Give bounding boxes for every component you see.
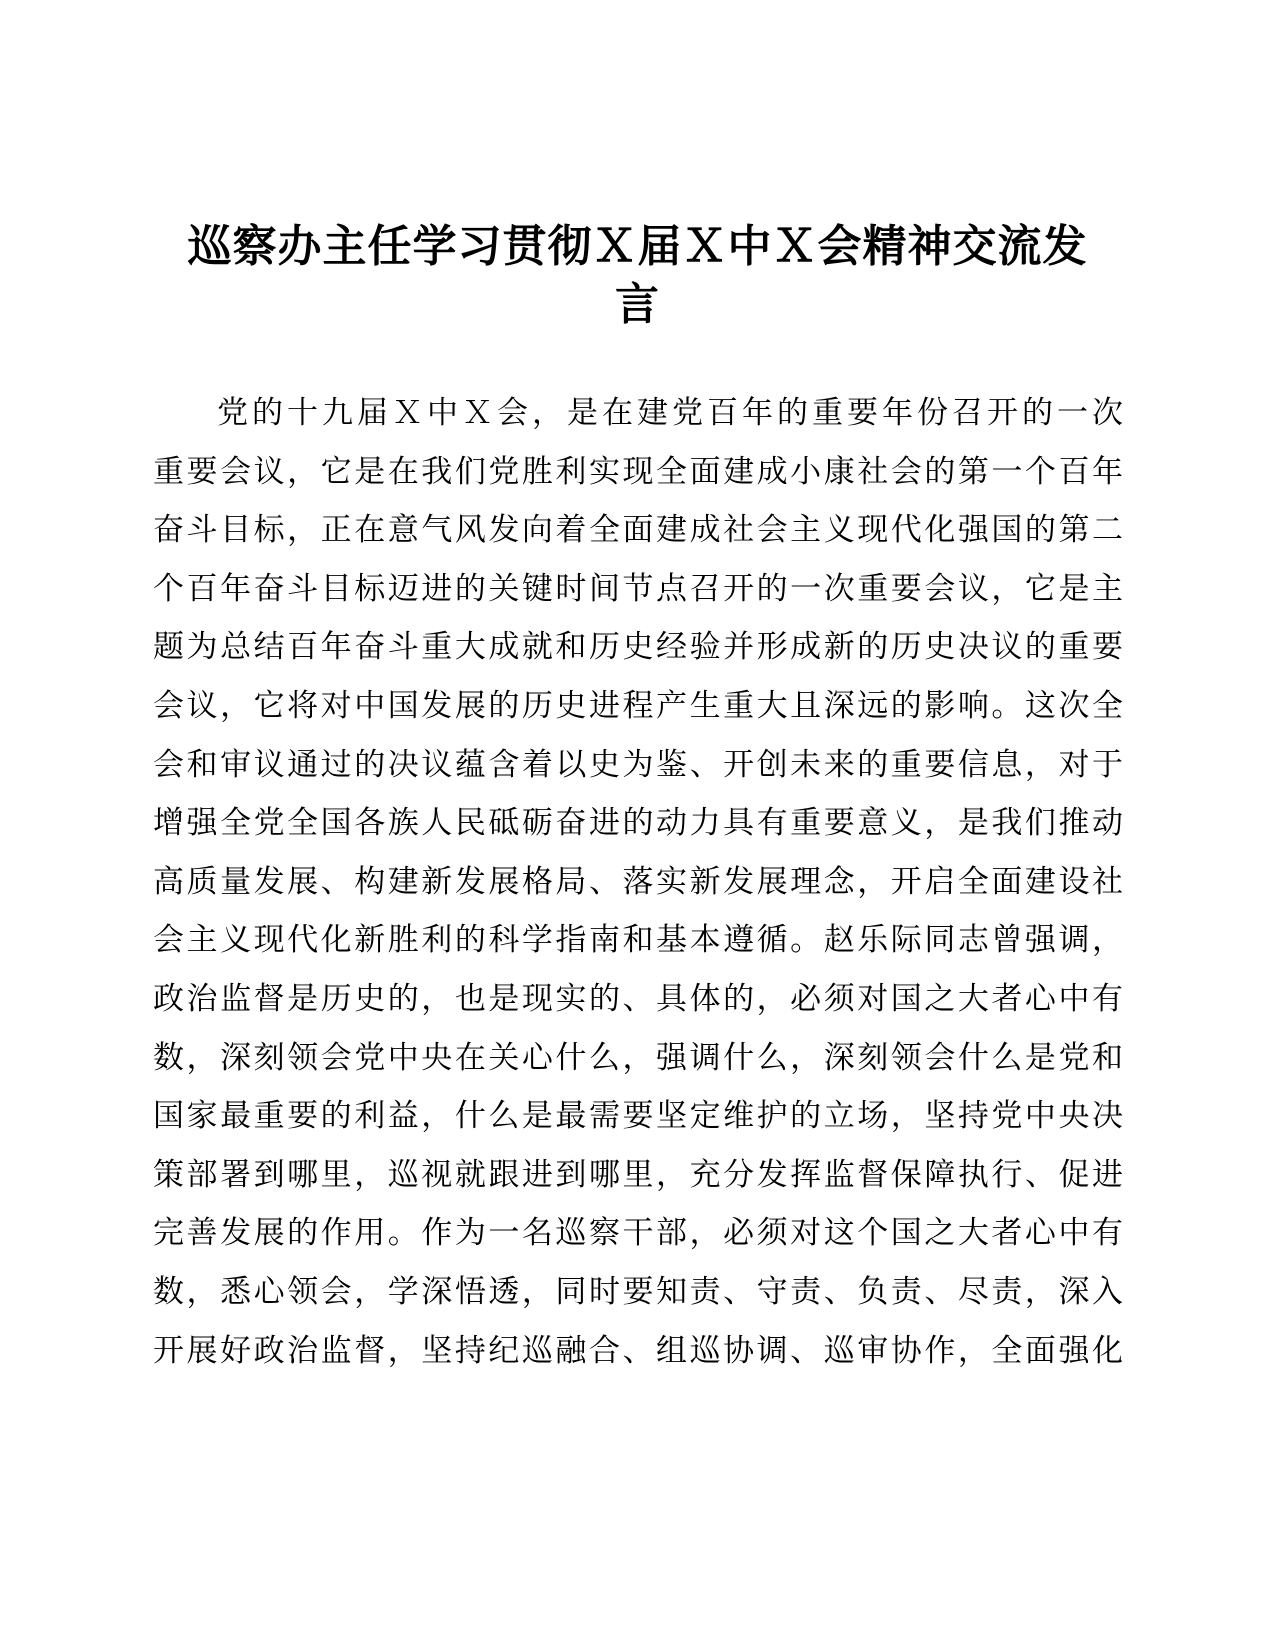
body-line: 党的十九届Ｘ中Ｘ会，是在建党百年的重要年份召开的一次 [217,395,1123,431]
title-line-1: 巡察办主任学习贯彻Ｘ届Ｘ中Ｘ会精神交流发 [187,221,1088,272]
body-line: 奋斗目标，正在意气风发向着全面建成社会主义现代化强国的第二 [153,512,1123,549]
body-line: 个百年奋斗目标迈进的关键时间节点召开的一次重要会议，它是主 [153,570,1123,607]
body-line: 完善发展的作用。作为一名巡察干部，必须对这个国之大者心中有 [153,1215,1123,1252]
body-line: 会和审议通过的决议蕴含着以史为鉴、开创未来的重要信息，对于 [153,746,1123,783]
body-line: 增强全党全国各族人民砥砺奋进的动力具有重要意义，是我们推动 [153,805,1123,842]
body-line: 题为总结百年奋斗重大成就和历史经验并形成新的历史决议的重要 [153,629,1123,666]
body-line: 高质量发展、构建新发展格局、落实新发展理念，开启全面建设社 [153,863,1123,900]
body-paragraph [153,384,1123,1380]
body-line: 数，深刻领会党中央在关心什么，强调什么，深刻领会什么是党和 [153,1039,1123,1076]
body-line: 政治监督是历史的，也是现实的、具体的，必须对国之大者心中有 [153,980,1123,1017]
body-line: 数，悉心领会，学深悟透，同时要知责、守责、负责、尽责，深入 [153,1273,1123,1310]
document-title [150,218,1125,334]
title-line-2: 言 [615,279,660,330]
body-line: 国家最重要的利益，什么是最需要坚定维护的立场，坚持党中央决 [153,1098,1123,1135]
body-line: 策部署到哪里，巡视就跟进到哪里，充分发挥监督保障执行、促进 [153,1156,1123,1193]
body-line: 重要会议，它是在我们党胜利实现全面建成小康社会的第一个百年 [153,453,1123,490]
body-line: 会主义现代化新胜利的科学指南和基本遵循。赵乐际同志曾强调， [153,922,1123,959]
body-line: 开展好政治监督，坚持纪巡融合、组巡协调、巡审协作，全面强化 [153,1332,1123,1369]
body-line: 会议，它将对中国发展的历史进程产生重大且深远的影响。这次全 [153,687,1123,724]
